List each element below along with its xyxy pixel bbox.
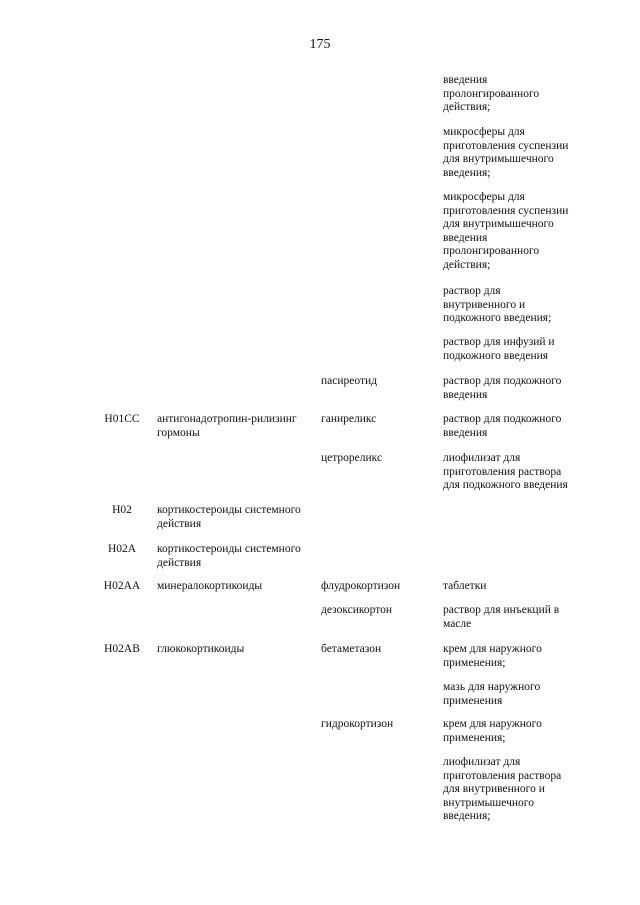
dosage-form-cell: крем для наружного применения; [443,643,542,669]
atc-group-name-cell: антигонадотропин-рилизинг гормоны [157,413,297,439]
drug-name-cell: ганиреликс [321,413,377,425]
atc-code-cell: H02AB [104,643,140,655]
atc-group-name-cell: минералокортикоиды [157,580,263,592]
drug-name-cell: цетрореликс [321,452,383,464]
dosage-form-cell: лиофилизат для приготовления раствора для внутривенного и внутримышечного введения; [443,756,562,822]
drug-name-cell: пасиреотид [321,375,378,387]
atc-code-cell: H02 [112,504,132,516]
drug-name-cell: флудрокортизон [321,580,401,592]
dosage-form-cell: раствор для инъекций в масле [443,604,560,630]
dosage-form-cell: крем для наружного применения; [443,718,542,744]
dosage-form-cell: мазь для наружного применения [443,681,541,707]
dosage-form-cell: раствор для подкожного введения [443,375,562,401]
dosage-form-cell: раствор для инфузий и подкожного введения [443,336,555,362]
dosage-form-cell: раствор для внутривенного и подкожного введения; [443,285,552,324]
atc-group-name-cell: кортикостероиды системного действия [157,504,301,530]
atc-group-name-cell: кортикостероиды системного действия [157,543,301,569]
drug-name-cell: гидрокортизон [321,718,394,730]
atc-code-cell: H01CC [104,413,140,425]
dosage-form-cell: микросферы для приготовления суспензии для внутримышечного введения; [443,126,569,179]
atc-code-cell: H02A [107,543,137,555]
dosage-form-cell: лиофилизат для приготовления раствора для подкожного введения [443,452,568,491]
drug-name-cell: бетаметазон [321,643,382,655]
dosage-form-cell: микросферы для приготовления суспензии для внутримышечного введения пролонгированного действия; [443,191,569,271]
drug-name-cell: дезоксикортон [321,604,393,616]
atc-group-name-cell: глюкокортикоиды [157,643,245,655]
page-number: 175 [309,37,331,52]
dosage-form-cell: введения пролонгированного действия; [443,74,540,113]
dosage-form-cell: таблетки [443,580,487,592]
dosage-form-cell: раствор для подкожного введения [443,413,562,439]
atc-code-cell: H02AA [103,580,141,592]
